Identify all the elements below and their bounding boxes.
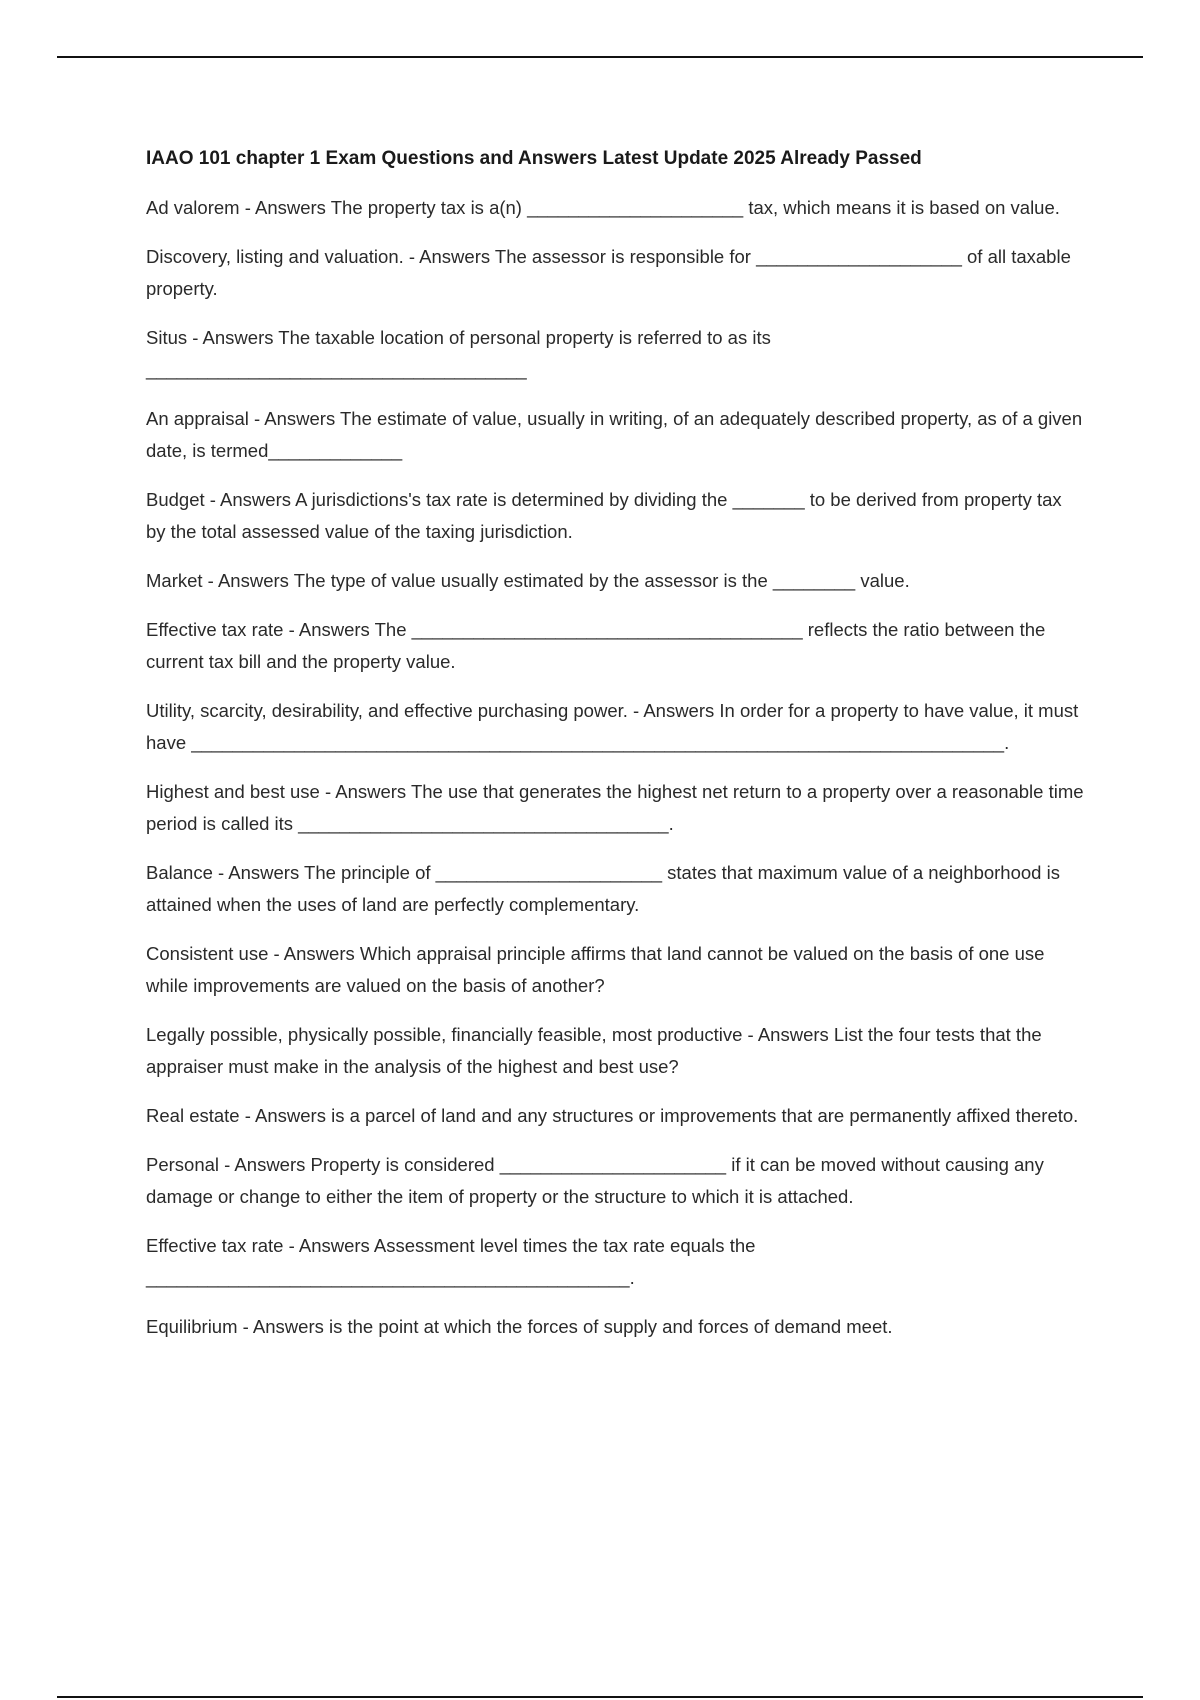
- qa-item: Discovery, listing and valuation. - Answers The assessor is responsible for ____________________ of all taxable property.: [146, 246, 1077, 299]
- qa-item: Personal - Answers Property is considered ______________________ if it can be moved without causing any damage or change to either the item of property or the structure to which it is attached.: [146, 1154, 1049, 1207]
- qa-list: [146, 192, 1089, 1343]
- qa-item: Highest and best use - Answers The use that generates the highest net return to a property over a reasonable time period is called its ____________________________________.: [146, 781, 1089, 834]
- qa-item: An appraisal - Answers The estimate of value, usually in writing, of an adequately described property, as of a given date, is termed_____________: [146, 408, 1088, 461]
- document-body: [146, 146, 1089, 1360]
- bottom-divider: [57, 1696, 1143, 1698]
- qa-item: Effective tax rate - Answers Assessment level times the tax rate equals the _______________________________________________.: [146, 1235, 761, 1288]
- qa-item: Ad valorem - Answers The property tax is a(n) _____________________ tax, which means it is based on value.: [146, 197, 1060, 218]
- qa-item: Market - Answers The type of value usually estimated by the assessor is the ________ value.: [146, 570, 910, 591]
- qa-item: Real estate - Answers is a parcel of land and any structures or improvements that are permanently affixed thereto.: [146, 1105, 1079, 1126]
- qa-item: Legally possible, physically possible, financially feasible, most productive - Answers List the four tests that the appraiser must make in the analysis of the highest and best use?: [146, 1024, 1047, 1077]
- qa-item: Budget - Answers A jurisdictions's tax rate is determined by dividing the _______ to be derived from property tax by the total assessed value of the taxing jurisdiction.: [146, 489, 1067, 542]
- qa-item: Balance - Answers The principle of ______________________ states that maximum value of a neighborhood is attained when the uses of land are perfectly complementary.: [146, 862, 1066, 915]
- qa-item: Effective tax rate - Answers The ______________________________________ reflects the ratio between the current tax bill and the property value.: [146, 619, 1051, 672]
- document-title: IAAO 101 chapter 1 Exam Questions and Answers Latest Update 2025 Already Passed: [146, 148, 922, 169]
- qa-item: Situs - Answers The taxable location of personal property is referred to as its _____________________________________: [146, 327, 776, 380]
- qa-item: Equilibrium - Answers is the point at which the forces of supply and forces of demand meet.: [146, 1316, 893, 1337]
- qa-item: Utility, scarcity, desirability, and effective purchasing power. - Answers In order for a property to have value, it must have _______________________________________________________________________________.: [146, 700, 1084, 753]
- top-divider: [57, 56, 1143, 58]
- qa-item: Consistent use - Answers Which appraisal principle affirms that land cannot be valued on the basis of one use while improvements are valued on the basis of another?: [146, 943, 1050, 996]
